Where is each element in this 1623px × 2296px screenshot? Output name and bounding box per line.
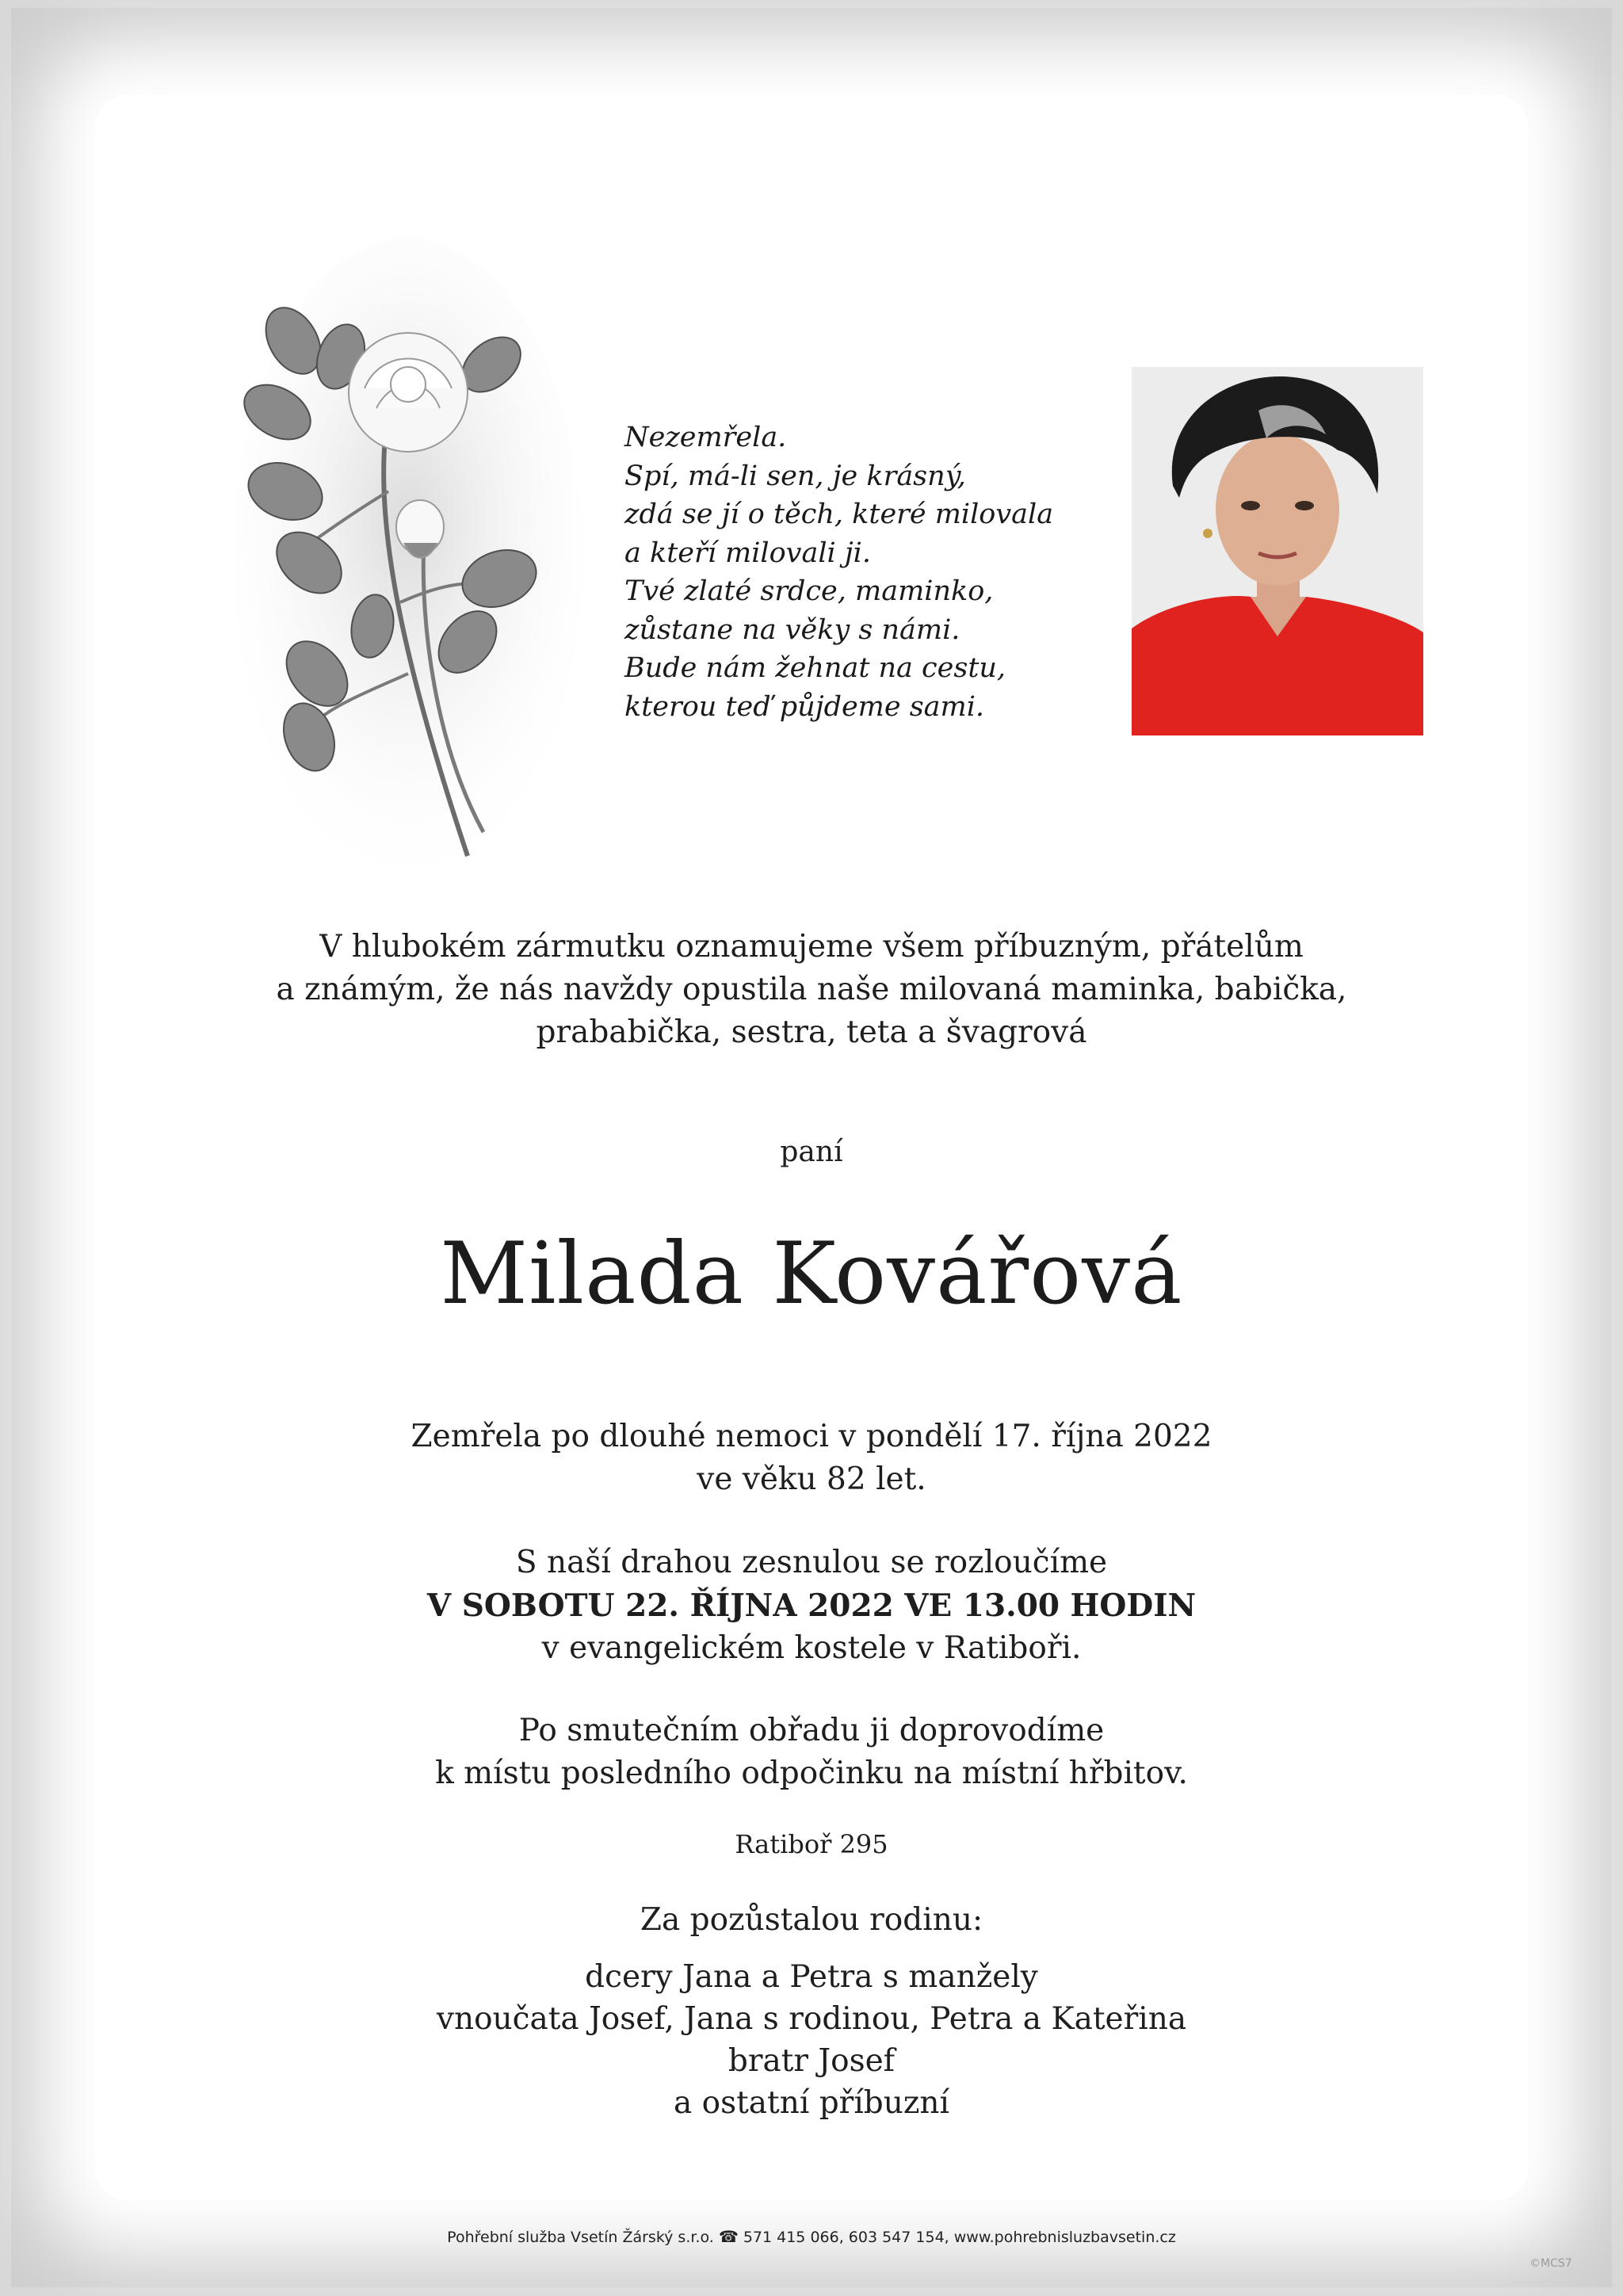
poem-line: Tvé zlaté srdce, maminko, (624, 575, 994, 607)
poem-line: kterou teď půjdeme sami. (624, 690, 985, 723)
announcement-line: V hlubokém zármutku oznamujeme všem příbuzným, přátelům (319, 929, 1304, 965)
death-notice (0, 1415, 1623, 1501)
poem-line: zdá se jí o těch, které milovala (624, 499, 1054, 530)
funeral-intro: S naší drahou zesnulou se rozloučíme (515, 1545, 1108, 1580)
funeral-place: v evangelickém kostele v Ratiboři. (541, 1630, 1082, 1666)
poem-line: zůstane na věky s námi. (624, 613, 960, 646)
family-member: bratr Josef (727, 2043, 896, 2079)
announcement (0, 926, 1623, 1054)
death-line: Zemřela po dlouhé nemoci v pondělí 17. října 2022 (411, 1419, 1212, 1454)
announcement-line: prababička, sestra, teta a švagrová (536, 1014, 1087, 1050)
footer-phones: 571 415 066, 603 547 154, (743, 2229, 949, 2246)
burial-info (0, 1710, 1623, 1795)
poem-line: Bude nám žehnat na cestu, (624, 652, 1006, 684)
footer-company: Pohřební služba Vsetín Žárský s.r.o. (447, 2229, 714, 2246)
poem-line: Nezemřela. (624, 422, 787, 453)
poem (624, 418, 1068, 726)
family-heading: Za pozůstalou rodinu: (640, 1902, 983, 1938)
watermark: ©MCS7 (1529, 2257, 1572, 2270)
rose-illustration (230, 230, 586, 880)
footer-website[interactable]: www.pohrebnisluzbavsetin.cz (953, 2229, 1176, 2246)
address: Ratiboř 295 (735, 1829, 888, 1859)
burial-line: k místu posledního odpočinku na místní hřbitov. (435, 1755, 1188, 1791)
white-rose (349, 333, 468, 452)
funeral-info (0, 1541, 1623, 1670)
family-member: dcery Jana a Petra s manžely (585, 1959, 1038, 1995)
family-member: vnoučata Josef, Jana s rodinou, Petra a Kateřina (436, 2001, 1187, 2037)
poem-line: Spí, má-li sen, je krásný, (624, 460, 966, 492)
footer (0, 2227, 1623, 2246)
burial-line: Po smutečním obřadu ji doprovodíme (518, 1713, 1105, 1748)
death-line: ve věku 82 let. (697, 1461, 926, 1497)
deceased-name: Milada Kovářová (440, 1224, 1183, 1324)
poem-line: a kteří milovali ji. (624, 537, 872, 569)
salutation: paní (780, 1136, 843, 1168)
funeral-datetime: V SOBOTU 22. ŘÍJNA 2022 VE 13.00 HODIN (426, 1587, 1197, 1624)
portrait-photo (1132, 367, 1423, 735)
phone-icon: ☎ (718, 2227, 739, 2246)
announcement-line: a známým, že nás navždy opustila naše milovaná maminka, babička, (276, 972, 1347, 1007)
family-member: a ostatní příbuzní (673, 2085, 950, 2121)
family-list (0, 1956, 1623, 2124)
